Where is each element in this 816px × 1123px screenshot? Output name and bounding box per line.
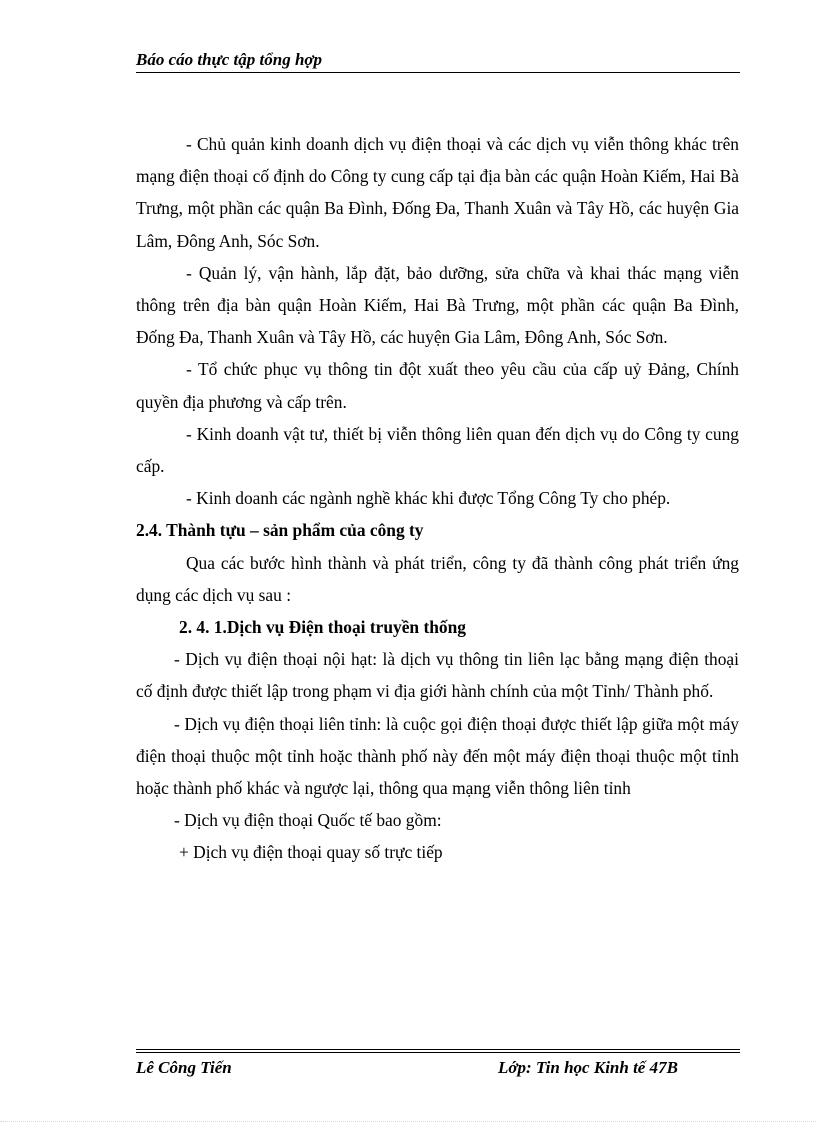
paragraph-business-scope: - Chủ quản kinh doanh dịch vụ điện thoại và các dịch vụ viễn thông khác trên mạng điện thoại cố định do Công ty cung cấp tại địa bàn các quận Hoàn Kiếm, Hai Bà Trưng, một phần các quận Ba Đình, Đống Đa, Thanh Xuân và Tây Hồ, các huyện Gia Lâm, Đông Anh, Sóc Sơn. [136, 134, 739, 251]
list-item-direct-dial: + Dịch vụ điện thoại quay số trực tiếp [179, 842, 443, 863]
subsection-heading: 2. 4. 1.Dịch vụ Điện thoại truyền thống [179, 617, 466, 638]
page-header [136, 50, 740, 73]
page-bottom-border [0, 1121, 816, 1122]
class-label: Lớp: Tin học Kinh tế 47B [498, 1058, 678, 1077]
footer-divider [136, 1049, 740, 1050]
paragraph-equipment-trade: - Kinh doanh vật tư, thiết bị viễn thông liên quan đến dịch vụ do Công ty cung cấp. [136, 423, 739, 477]
report-title: Báo cáo thực tập tổng hợp [136, 50, 323, 69]
footer-text-row [136, 1053, 740, 1079]
paragraph-other-business: - Kinh doanh các ngành nghề khác khi được Tổng Công Ty cho phép. [186, 488, 671, 509]
section-heading: 2.4. Thành tựu – sản phẩm của công ty [136, 520, 424, 541]
paragraph-emergency-service: - Tổ chức phục vụ thông tin đột xuất theo yêu cầu của cấp uỷ Đảng, Chính quyền địa phương và cấp trên. [136, 359, 739, 412]
author-name: Lê Công Tiến [136, 1058, 232, 1077]
document-body [136, 128, 739, 869]
paragraph-network-management: - Quản lý, vận hành, lắp đặt, bảo dưỡng, sửa chữa và khai thác mạng viễn thông trên địa bàn quận Hoàn Kiếm, Hai Bà Trưng, một phần các quận Ba Đình, Đống Đa, Thanh Xuân và Tây Hồ, các huyện Gia Lâm, Đông Anh, Sóc Sơn. [136, 262, 739, 348]
paragraph-intercity-phone: - Dịch vụ điện thoại liên tỉnh: là cuộc gọi điện thoại được thiết lập giữa một máy điện thoại thuộc một tỉnh hoặc thành phố này đến một máy điện thoại thuộc một tỉnh hoặc thành phố khác và ngược lại, thông qua mạng viễn thông liên tỉnh [136, 713, 739, 799]
paragraph-local-phone: - Dịch vụ điện thoại nội hạt: là dịch vụ thông tin liên lạc bằng mạng điện thoại cố định được thiết lập trong phạm vi địa giới hành chính của một Tỉnh/ Thành phố. [136, 649, 739, 702]
page-footer [136, 1049, 740, 1079]
paragraph-achievements-intro: Qua các bước hình thành và phát triển, công ty đã thành công phát triển ứng dụng các dịch vụ sau : [136, 552, 739, 605]
paragraph-international-phone: - Dịch vụ điện thoại Quốc tế bao gồm: [174, 810, 442, 831]
